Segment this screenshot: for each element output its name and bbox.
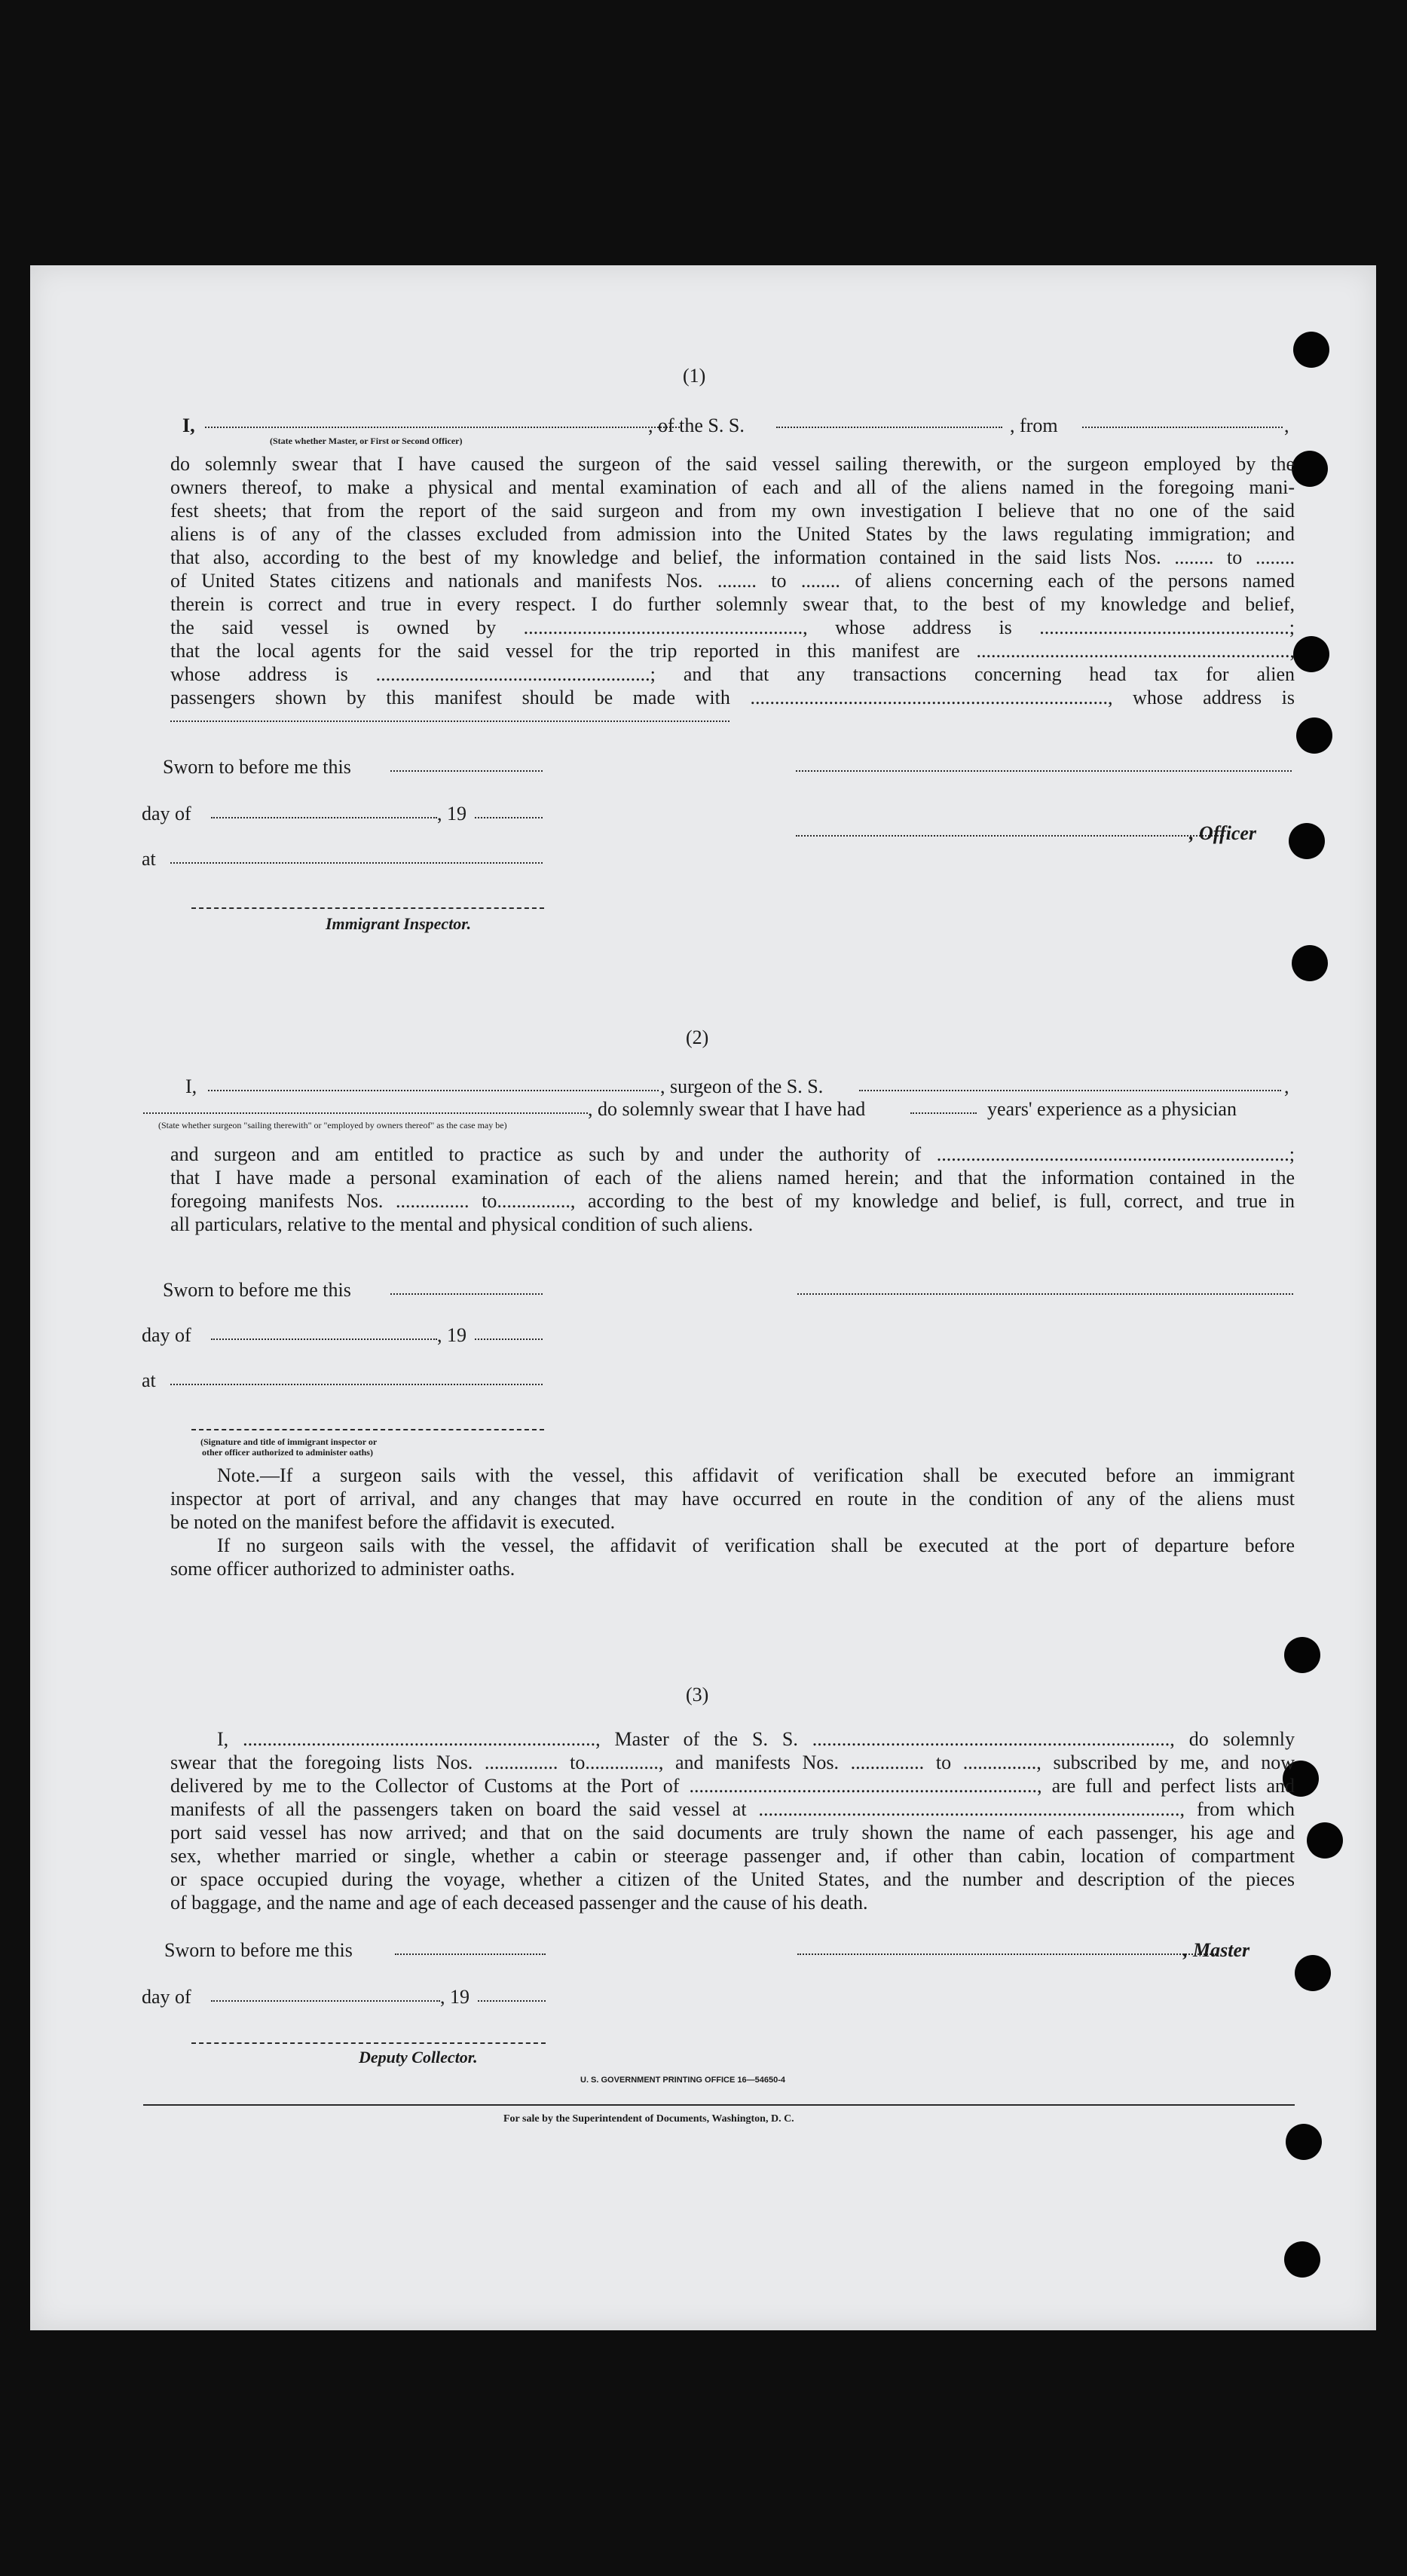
- surgeon-swear: , do solemnly swear that I have had: [588, 1098, 866, 1120]
- at-place-field[interactable]: [170, 1384, 543, 1385]
- section-3-body: [170, 1727, 1295, 1914]
- section-2-line: that I have made a personal examination of each of the aliens named herein; and that the information contained in the: [170, 1167, 1295, 1189]
- years-experience-label: years' experience as a physician: [987, 1098, 1237, 1120]
- binder-hole: [1296, 717, 1332, 754]
- officer-label: , Officer: [1189, 822, 1257, 844]
- section-3-line: delivered by me to the Collector of Customs at the Port of ......................................................................., are full and perfect lists and: [170, 1775, 1295, 1797]
- section-1-number: (1): [683, 365, 706, 387]
- vessel-name-field[interactable]: [776, 427, 1002, 428]
- officer-signature-field[interactable]: [796, 770, 1292, 772]
- section-1-line: therein is correct and true in every respect. I do further solemnly swear that, to the best of my knowledge and belief,: [170, 593, 1295, 615]
- section-1-from: , from: [1010, 415, 1058, 436]
- address-continuation-field[interactable]: [170, 720, 729, 722]
- inspector-signature-line[interactable]: [191, 907, 544, 909]
- section-1-line: whose address is ........................................................; and that any transactions concerning head tax for alien: [170, 663, 1295, 685]
- binder-hole: [1284, 2241, 1320, 2278]
- section-1-line: owners thereof, to make a physical and mental examination of each and all of the aliens named in the foregoing mani-: [170, 476, 1295, 498]
- binder-hole: [1293, 332, 1329, 368]
- binder-hole: [1292, 451, 1328, 487]
- collector-label: Deputy Collector.: [359, 2048, 478, 2067]
- section-3-line: of baggage, and the name and age of each deceased passenger and the cause of his death.: [170, 1892, 868, 1914]
- note-line: inspector at port of arrival, and any changes that may have occurred en route in the condition of any of the aliens must: [170, 1488, 1295, 1510]
- section-3-number: (3): [686, 1684, 709, 1706]
- section-2-line-i: I,: [185, 1075, 197, 1097]
- binder-hole: [1289, 823, 1325, 859]
- section-1-of-ss: , of the S. S.: [648, 415, 745, 436]
- section-2-body: [170, 1143, 1295, 1236]
- year-field[interactable]: [475, 1338, 543, 1340]
- binder-hole: [1307, 1822, 1343, 1859]
- surgeon-caption: (State whether surgeon "sailing therewith" or "employed by owners thereof" as the case may be): [158, 1120, 507, 1130]
- binder-hole: [1284, 1637, 1320, 1673]
- section-2-line: and surgeon and am entitled to practice as such by and under the authority of ........................................................................;: [170, 1143, 1295, 1165]
- master-label: , Master: [1183, 1939, 1250, 1961]
- year-label: , 19: [440, 1986, 470, 2008]
- section-1-line: aliens is of any of the classes excluded from admission into the United States by the laws regulating immigration; and: [170, 523, 1295, 545]
- note-line: If no surgeon sails with the vessel, the affidavit of verification shall be executed at the port of departure before: [217, 1534, 1295, 1556]
- manifest-page: [30, 265, 1376, 2330]
- note-line: Note.—If a surgeon sails with the vessel, this affidavit of verification shall be executed before an immigrant: [217, 1464, 1295, 1486]
- section-1-line: fest sheets; that from the report of the said surgeon and from my own investigation I believe that no one of the said: [170, 500, 1295, 522]
- section-3-line: I, ........................................................................, Master of the S. S. ........................................................................., do solemnly: [217, 1728, 1295, 1750]
- binder-hole: [1286, 2124, 1322, 2160]
- section-2-line: foregoing manifests Nos. ............... to..............., according to the best of my knowledge and belief, is full, correct, and true in: [170, 1190, 1295, 1212]
- officer-title-field[interactable]: [796, 835, 1224, 837]
- day-of-label: day of: [142, 803, 191, 825]
- authorized-signature-line[interactable]: [191, 1429, 544, 1430]
- year-label: , 19: [437, 803, 466, 825]
- section-3-line: swear that the foregoing lists Nos. ............... to..............., and manifests Nos. ............... to ..............., subscribed by me, and now: [170, 1751, 1295, 1773]
- sworn-label: Sworn to before me this: [163, 756, 351, 778]
- section-1-line: passengers shown by this manifest should be made with ........................................................................., whose address is: [170, 687, 1295, 708]
- collector-signature-line[interactable]: [191, 2042, 546, 2044]
- section-1-line: the said vessel is owned by ........................................................., whose address is ...................................................;: [170, 616, 1295, 638]
- printing-office-imprint: U. S. GOVERNMENT PRINTING OFFICE 16—54650-4: [580, 2076, 786, 2085]
- officer-name-field[interactable]: [205, 427, 680, 428]
- year-field[interactable]: [478, 2000, 546, 2002]
- surgeon-name-field[interactable]: [208, 1090, 659, 1091]
- section-3-line: sex, whether married or single, whether a cabin or steerage passenger and, if other than cabin, location of compartment: [170, 1845, 1295, 1867]
- note-line: be noted on the manifest before the affidavit is executed.: [170, 1511, 616, 1533]
- section-1-line: of United States citizens and nationals and manifests Nos. ........ to ........ of aliens concerning each of the persons named: [170, 570, 1295, 592]
- inspector-label: Immigrant Inspector.: [326, 914, 472, 933]
- from-port-field[interactable]: [1082, 427, 1283, 428]
- at-label: at: [142, 848, 156, 870]
- sworn-date-field[interactable]: [390, 1293, 543, 1295]
- for-sale-note: For sale by the Superintendent of Documents, Washington, D. C.: [503, 2113, 794, 2125]
- section-2-line: all particulars, relative to the mental and physical condition of such aliens.: [170, 1213, 754, 1235]
- surgeon-signature-field[interactable]: [797, 1293, 1293, 1295]
- sworn-label: Sworn to before me this: [163, 1279, 351, 1301]
- note-block: [170, 1464, 1295, 1580]
- binder-hole: [1295, 1955, 1331, 1991]
- day-of-label: day of: [142, 1986, 191, 2008]
- years-experience-field[interactable]: [910, 1112, 977, 1114]
- section-1-line: do solemnly swear that I have caused the surgeon of the said vessel sailing therewith, or the surgeon employed by the: [170, 453, 1295, 475]
- note-line: some officer authorized to administer oaths.: [170, 1558, 515, 1580]
- year-label: , 19: [437, 1324, 466, 1346]
- month-field[interactable]: [211, 2000, 440, 2002]
- footer-rule: [143, 2104, 1295, 2106]
- surgeon-of-ss: , surgeon of the S. S.: [660, 1075, 824, 1097]
- sworn-date-field[interactable]: [395, 1953, 546, 1955]
- section-2-line-end: ,: [1284, 1075, 1289, 1097]
- month-field[interactable]: [211, 817, 437, 818]
- binder-hole: [1292, 945, 1328, 981]
- day-of-label: day of: [142, 1324, 191, 1346]
- signature-caption: (Signature and title of immigrant inspector or: [200, 1436, 378, 1447]
- at-place-field[interactable]: [170, 862, 543, 864]
- section-1-line: that the local agents for the said vessel for the trip reported in this manifest are ................................................................,: [170, 640, 1295, 662]
- binder-hole: [1293, 636, 1329, 672]
- at-label: at: [142, 1369, 156, 1391]
- section-1-body: [170, 452, 1295, 709]
- month-field[interactable]: [211, 1338, 437, 1340]
- surgeon-vessel-field[interactable]: [859, 1090, 1281, 1091]
- officer-caption: (State whether Master, or First or Second Officer): [270, 436, 463, 446]
- section-1-line-i: I,: [182, 415, 195, 436]
- signature-caption: other officer authorized to administer oaths): [202, 1447, 373, 1458]
- section-3-line: port said vessel has now arrived; and that on the said documents are truly shown the name of each passenger, his age and: [170, 1822, 1295, 1843]
- section-3-line: manifests of all the passengers taken on board the said vessel at ......................................................................................, from which: [170, 1798, 1295, 1820]
- year-field[interactable]: [475, 817, 543, 818]
- surgeon-status-field[interactable]: [143, 1112, 588, 1114]
- section-1-line: that also, according to the best of my knowledge and belief, the information contained in the said lists Nos. ........ to ........: [170, 546, 1295, 568]
- master-signature-field[interactable]: [797, 1953, 1216, 1955]
- section-2-number: (2): [686, 1026, 709, 1048]
- sworn-date-field[interactable]: [390, 770, 543, 772]
- section-3-line: or space occupied during the voyage, whether a citizen of the United States, and the number and description of the pieces: [170, 1868, 1295, 1890]
- sworn-label: Sworn to before me this: [164, 1939, 353, 1961]
- section-1-line-end: ,: [1284, 415, 1289, 436]
